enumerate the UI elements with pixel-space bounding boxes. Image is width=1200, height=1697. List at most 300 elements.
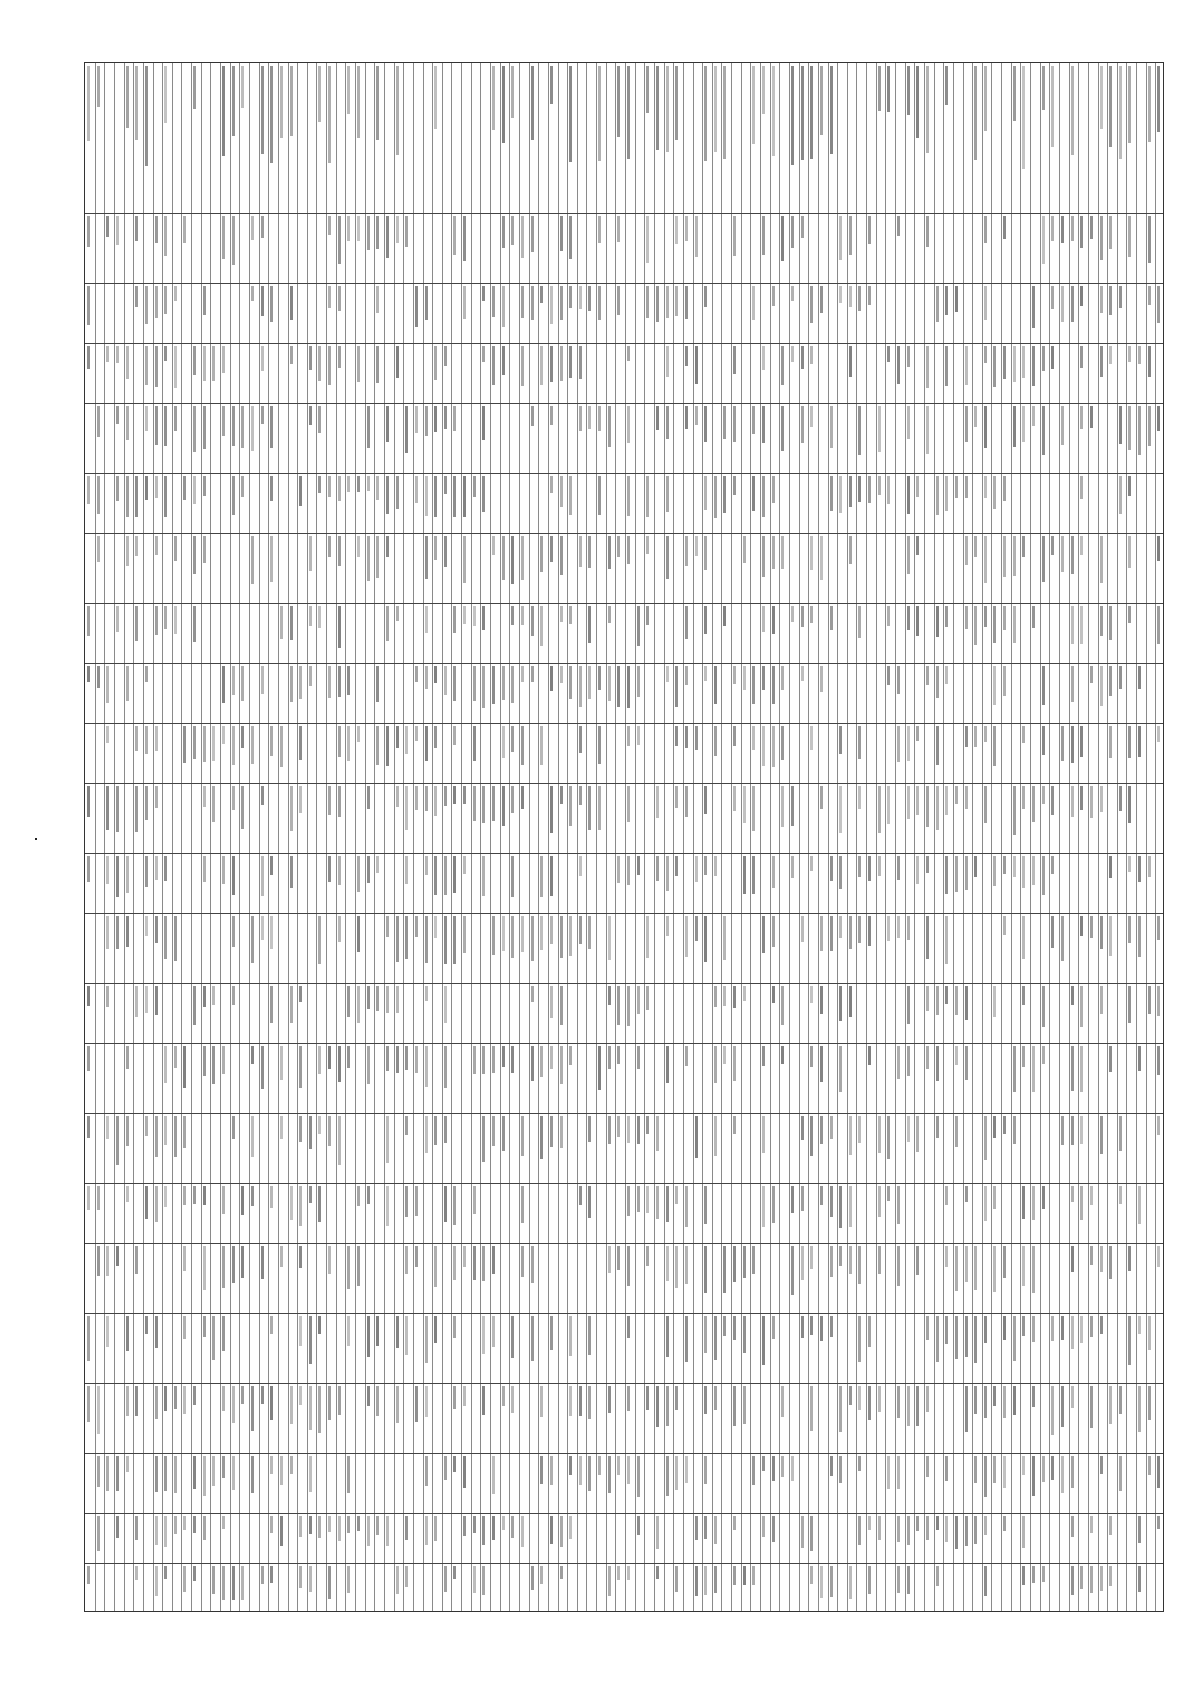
unreadable-cell-text xyxy=(916,536,919,555)
unreadable-cell-text xyxy=(858,1246,861,1284)
unreadable-cell-text xyxy=(193,1566,196,1581)
unreadable-cell-text xyxy=(1032,1386,1035,1407)
unreadable-cell-text xyxy=(733,1046,736,1081)
unreadable-cell-text xyxy=(126,1186,129,1202)
unreadable-cell-text xyxy=(810,1386,813,1431)
unreadable-cell-text xyxy=(1051,1456,1054,1480)
unreadable-cell-text xyxy=(203,1046,206,1076)
unreadable-cell-text xyxy=(531,916,534,961)
unreadable-cell-text xyxy=(434,726,437,748)
unreadable-cell-text xyxy=(830,476,833,511)
unreadable-cell-text xyxy=(290,66,293,136)
unreadable-cell-text xyxy=(1080,286,1083,306)
unreadable-cell-text xyxy=(376,856,379,873)
unreadable-cell-text xyxy=(155,986,158,1015)
unreadable-cell-text xyxy=(396,66,399,155)
unreadable-cell-text xyxy=(502,346,505,375)
unreadable-cell-text xyxy=(1109,216,1112,249)
unreadable-cell-text xyxy=(685,1316,688,1362)
unreadable-cell-text xyxy=(617,1116,620,1137)
unreadable-cell-text xyxy=(251,286,254,301)
unreadable-cell-text xyxy=(1138,1186,1141,1224)
unreadable-cell-text xyxy=(704,1516,707,1539)
unreadable-cell-text xyxy=(743,1316,746,1353)
unreadable-cell-text xyxy=(878,786,881,833)
unreadable-cell-text xyxy=(907,1116,910,1142)
unreadable-cell-text xyxy=(444,406,447,429)
unreadable-cell-text xyxy=(318,476,321,493)
unreadable-cell-text xyxy=(473,666,476,701)
unreadable-cell-text xyxy=(347,1046,350,1068)
unreadable-cell-text xyxy=(955,1246,958,1291)
unreadable-cell-text xyxy=(1100,536,1103,583)
scan-speck xyxy=(35,838,37,840)
unreadable-cell-text xyxy=(1032,1246,1035,1293)
unreadable-cell-text xyxy=(550,1456,553,1485)
unreadable-cell-text xyxy=(569,666,572,699)
unreadable-cell-text xyxy=(858,726,861,759)
unreadable-cell-text xyxy=(781,1456,784,1477)
unreadable-cell-text xyxy=(868,1566,871,1594)
unreadable-cell-text xyxy=(1119,1386,1122,1414)
unreadable-cell-text xyxy=(878,1516,881,1540)
unreadable-cell-text xyxy=(675,666,678,707)
table-field-divider xyxy=(85,1513,1163,1514)
unreadable-cell-text xyxy=(1109,1516,1112,1535)
unreadable-cell-text xyxy=(887,666,890,685)
unreadable-cell-text xyxy=(222,856,225,884)
unreadable-cell-text xyxy=(1003,1456,1006,1488)
unreadable-cell-text xyxy=(907,1386,910,1426)
unreadable-cell-text xyxy=(116,1246,119,1266)
unreadable-cell-text xyxy=(164,66,167,123)
unreadable-cell-text xyxy=(550,1116,553,1147)
unreadable-cell-text xyxy=(309,1386,312,1430)
unreadable-cell-text xyxy=(1119,406,1122,444)
unreadable-cell-text xyxy=(425,606,428,633)
unreadable-cell-text xyxy=(232,216,235,265)
unreadable-cell-text xyxy=(965,1386,968,1432)
unreadable-cell-text xyxy=(386,1186,389,1226)
unreadable-cell-text xyxy=(936,1566,939,1586)
unreadable-cell-text xyxy=(1080,536,1083,555)
unreadable-cell-text xyxy=(482,1116,485,1162)
table-column-rule xyxy=(153,63,154,1611)
unreadable-cell-text xyxy=(1080,1046,1083,1092)
table-column-rule xyxy=(529,63,530,1611)
unreadable-cell-text xyxy=(531,1046,534,1081)
unreadable-cell-text xyxy=(579,856,582,876)
unreadable-cell-text xyxy=(579,286,582,309)
table-column-rule xyxy=(1069,63,1070,1611)
unreadable-cell-text xyxy=(608,1046,611,1069)
unreadable-cell-text xyxy=(1071,1316,1074,1349)
unreadable-cell-text xyxy=(936,606,939,637)
unreadable-cell-text xyxy=(723,406,726,439)
unreadable-cell-text xyxy=(425,786,428,811)
unreadable-cell-text xyxy=(357,1516,360,1531)
unreadable-cell-text xyxy=(531,1246,534,1283)
unreadable-cell-text xyxy=(1013,536,1016,576)
unreadable-cell-text xyxy=(212,786,215,822)
unreadable-cell-text xyxy=(993,1386,996,1406)
unreadable-cell-text xyxy=(1051,856,1054,874)
unreadable-cell-text xyxy=(521,726,524,765)
unreadable-cell-text xyxy=(492,1316,495,1347)
unreadable-cell-text xyxy=(126,856,129,893)
unreadable-cell-text xyxy=(425,986,428,1001)
unreadable-cell-text xyxy=(453,606,456,633)
unreadable-cell-text xyxy=(858,1516,861,1545)
unreadable-cell-text xyxy=(135,726,138,751)
unreadable-cell-text xyxy=(878,1186,881,1217)
unreadable-cell-text xyxy=(936,786,939,830)
unreadable-cell-text xyxy=(145,726,148,754)
unreadable-cell-text xyxy=(540,726,543,765)
unreadable-cell-text xyxy=(1157,1116,1160,1135)
unreadable-cell-text xyxy=(617,1456,620,1475)
unreadable-cell-text xyxy=(328,786,331,815)
unreadable-cell-text xyxy=(1051,916,1054,948)
unreadable-cell-text xyxy=(1138,1516,1141,1543)
unreadable-cell-text xyxy=(1100,66,1103,129)
unreadable-cell-text xyxy=(733,1566,736,1585)
unreadable-cell-text xyxy=(839,476,842,513)
unreadable-cell-text xyxy=(502,286,505,327)
unreadable-cell-text xyxy=(1071,786,1074,817)
table-column-rule xyxy=(982,63,983,1611)
unreadable-cell-text xyxy=(174,916,177,961)
unreadable-cell-text xyxy=(203,1316,206,1337)
unreadable-cell-text xyxy=(579,726,582,753)
unreadable-cell-text xyxy=(598,286,601,320)
unreadable-cell-text xyxy=(444,476,447,494)
unreadable-cell-text xyxy=(656,786,659,818)
table-column-rule xyxy=(365,63,366,1611)
unreadable-cell-text xyxy=(637,726,640,745)
unreadable-cell-text xyxy=(203,726,206,762)
unreadable-cell-text xyxy=(675,1566,678,1592)
table-column-rule xyxy=(847,63,848,1611)
unreadable-cell-text xyxy=(926,406,929,454)
unreadable-cell-text xyxy=(357,856,360,892)
unreadable-cell-text xyxy=(367,1316,370,1357)
unreadable-cell-text xyxy=(135,1516,138,1540)
unreadable-cell-text xyxy=(357,216,360,241)
unreadable-cell-text xyxy=(955,476,958,498)
unreadable-cell-text xyxy=(955,786,958,804)
table-column-rule xyxy=(644,63,645,1611)
unreadable-cell-text xyxy=(588,1316,591,1355)
unreadable-cell-text xyxy=(367,216,370,250)
table-column-rule xyxy=(355,63,356,1611)
unreadable-cell-text xyxy=(733,476,736,495)
unreadable-cell-text xyxy=(550,476,553,493)
unreadable-cell-text xyxy=(270,1386,273,1420)
unreadable-cell-text xyxy=(993,666,996,705)
unreadable-cell-text xyxy=(887,346,890,362)
unreadable-cell-text xyxy=(858,916,861,943)
unreadable-cell-text xyxy=(164,346,167,361)
unreadable-cell-text xyxy=(241,1566,244,1600)
unreadable-cell-text xyxy=(1042,66,1045,110)
unreadable-cell-text xyxy=(357,1186,360,1206)
unreadable-cell-text xyxy=(936,476,939,515)
unreadable-cell-text xyxy=(434,406,437,432)
unreadable-cell-text xyxy=(762,1456,765,1471)
unreadable-cell-text xyxy=(1071,1566,1074,1595)
unreadable-cell-text xyxy=(1022,1316,1025,1336)
unreadable-cell-text xyxy=(714,476,717,518)
unreadable-cell-text xyxy=(984,406,987,448)
unreadable-cell-text xyxy=(945,1456,948,1481)
unreadable-cell-text xyxy=(685,406,688,429)
table-column-rule xyxy=(490,63,491,1611)
unreadable-cell-text xyxy=(376,1386,379,1416)
unreadable-cell-text xyxy=(453,1316,456,1338)
table-column-rule xyxy=(712,63,713,1611)
unreadable-cell-text xyxy=(897,1456,900,1489)
unreadable-cell-text xyxy=(328,1246,331,1274)
unreadable-cell-text xyxy=(637,1046,640,1069)
unreadable-cell-text xyxy=(232,406,235,446)
unreadable-cell-text xyxy=(752,856,755,894)
unreadable-cell-text xyxy=(1080,916,1083,936)
unreadable-cell-text xyxy=(675,216,678,244)
unreadable-cell-text xyxy=(87,476,90,504)
unreadable-cell-text xyxy=(993,476,996,509)
unreadable-cell-text xyxy=(704,286,707,307)
unreadable-cell-text xyxy=(598,726,601,764)
unreadable-cell-text xyxy=(396,786,399,807)
unreadable-cell-text xyxy=(1119,1456,1122,1491)
unreadable-cell-text xyxy=(1080,786,1083,810)
unreadable-cell-text xyxy=(801,1316,804,1338)
unreadable-cell-text xyxy=(675,1456,678,1490)
unreadable-cell-text xyxy=(386,916,389,937)
unreadable-cell-text xyxy=(1042,726,1045,755)
unreadable-cell-text xyxy=(502,1116,505,1151)
unreadable-cell-text xyxy=(261,916,264,940)
unreadable-cell-text xyxy=(463,916,466,953)
table-column-rule xyxy=(288,63,289,1611)
unreadable-cell-text xyxy=(106,986,109,1007)
unreadable-cell-text xyxy=(87,606,90,636)
unreadable-cell-text xyxy=(752,1456,755,1485)
unreadable-cell-text xyxy=(733,1246,736,1282)
unreadable-cell-text xyxy=(646,216,649,263)
table-column-rule xyxy=(1040,63,1041,1611)
unreadable-cell-text xyxy=(936,666,939,698)
unreadable-cell-text xyxy=(1100,1116,1103,1154)
unreadable-cell-text xyxy=(1080,1566,1083,1589)
unreadable-cell-text xyxy=(695,856,698,882)
table-column-rule xyxy=(1088,63,1089,1611)
unreadable-cell-text xyxy=(1138,1566,1141,1592)
unreadable-cell-text xyxy=(993,606,996,643)
unreadable-cell-text xyxy=(984,1186,987,1221)
unreadable-cell-text xyxy=(376,1316,379,1346)
unreadable-cell-text xyxy=(868,286,871,305)
unreadable-cell-text xyxy=(965,1186,968,1202)
unreadable-cell-text xyxy=(155,1386,158,1419)
unreadable-cell-text xyxy=(309,346,312,370)
unreadable-cell-text xyxy=(511,916,514,958)
table-column-rule xyxy=(133,63,134,1611)
unreadable-cell-text xyxy=(97,66,100,107)
unreadable-cell-text xyxy=(685,536,688,566)
unreadable-cell-text xyxy=(376,986,379,1011)
unreadable-cell-text xyxy=(1061,1116,1064,1145)
unreadable-cell-text xyxy=(145,786,148,820)
unreadable-cell-text xyxy=(579,1386,582,1416)
unreadable-cell-text xyxy=(926,1456,929,1477)
unreadable-cell-text xyxy=(666,916,669,936)
unreadable-cell-text xyxy=(164,216,167,256)
unreadable-cell-text xyxy=(897,666,900,694)
unreadable-cell-text xyxy=(1157,916,1160,940)
unreadable-cell-text xyxy=(627,726,630,746)
unreadable-cell-text xyxy=(878,476,881,495)
unreadable-cell-text xyxy=(425,536,428,579)
table-column-rule xyxy=(548,63,549,1611)
unreadable-cell-text xyxy=(1042,666,1045,705)
unreadable-cell-text xyxy=(502,536,505,580)
unreadable-cell-text xyxy=(1109,1386,1112,1424)
unreadable-cell-text xyxy=(251,536,254,584)
unreadable-cell-text xyxy=(280,1516,283,1546)
unreadable-cell-text xyxy=(328,856,331,882)
table-column-rule xyxy=(731,63,732,1611)
unreadable-cell-text xyxy=(434,1516,437,1541)
unreadable-cell-text xyxy=(627,1246,630,1286)
table-column-rule xyxy=(316,63,317,1611)
table-column-rule xyxy=(239,63,240,1611)
unreadable-cell-text xyxy=(405,1186,408,1217)
unreadable-cell-text xyxy=(280,1046,283,1080)
unreadable-cell-text xyxy=(685,916,688,957)
unreadable-cell-text xyxy=(608,536,611,569)
unreadable-cell-text xyxy=(405,726,408,754)
unreadable-cell-text xyxy=(405,1566,408,1587)
unreadable-cell-text xyxy=(772,1516,775,1542)
unreadable-cell-text xyxy=(222,666,225,703)
unreadable-cell-text xyxy=(106,1316,109,1347)
table-column-rule xyxy=(558,63,559,1611)
unreadable-cell-text xyxy=(251,1386,254,1431)
unreadable-cell-text xyxy=(425,1116,428,1153)
unreadable-cell-text xyxy=(839,726,842,754)
unreadable-cell-text xyxy=(1003,1316,1006,1340)
unreadable-cell-text xyxy=(261,786,264,805)
unreadable-cell-text xyxy=(1042,856,1045,895)
unreadable-cell-text xyxy=(1157,406,1160,431)
table-column-rule xyxy=(866,63,867,1611)
unreadable-cell-text xyxy=(261,1246,264,1279)
unreadable-cell-text xyxy=(656,66,659,150)
unreadable-cell-text xyxy=(155,1186,158,1222)
unreadable-cell-text xyxy=(579,916,582,944)
unreadable-cell-text xyxy=(540,1116,543,1159)
unreadable-cell-text xyxy=(328,1516,331,1532)
unreadable-cell-text xyxy=(482,346,485,362)
unreadable-cell-text xyxy=(1032,406,1035,426)
unreadable-cell-text xyxy=(299,986,302,1002)
table-column-rule xyxy=(249,63,250,1611)
unreadable-cell-text xyxy=(550,406,553,425)
unreadable-cell-text xyxy=(280,66,283,138)
unreadable-cell-text xyxy=(781,666,784,690)
unreadable-cell-text xyxy=(193,536,196,574)
unreadable-cell-text xyxy=(560,216,563,251)
unreadable-cell-text xyxy=(396,916,399,962)
unreadable-cell-text xyxy=(907,66,910,115)
unreadable-cell-text xyxy=(801,666,804,681)
unreadable-cell-text xyxy=(540,916,543,950)
unreadable-cell-text xyxy=(781,786,784,827)
unreadable-cell-text xyxy=(164,1116,167,1145)
unreadable-cell-text xyxy=(241,476,244,497)
unreadable-cell-text xyxy=(1119,1186,1122,1204)
unreadable-cell-text xyxy=(318,346,321,381)
unreadable-cell-text xyxy=(116,916,119,949)
unreadable-cell-text xyxy=(155,1456,158,1492)
unreadable-cell-text xyxy=(907,1566,910,1594)
unreadable-cell-text xyxy=(1080,1186,1083,1220)
unreadable-cell-text xyxy=(155,406,158,445)
unreadable-cell-text xyxy=(897,346,900,384)
unreadable-cell-text xyxy=(723,1046,726,1064)
unreadable-cell-text xyxy=(183,476,186,500)
unreadable-cell-text xyxy=(830,1566,833,1597)
unreadable-cell-text xyxy=(155,606,158,635)
unreadable-cell-text xyxy=(617,216,620,242)
unreadable-cell-text xyxy=(203,1516,206,1540)
unreadable-cell-text xyxy=(858,406,861,455)
table-column-rule xyxy=(885,63,886,1611)
table-column-rule xyxy=(345,63,346,1611)
unreadable-cell-text xyxy=(318,406,321,433)
unreadable-cell-text xyxy=(830,1316,833,1337)
unreadable-cell-text xyxy=(183,1116,186,1148)
unreadable-cell-text xyxy=(627,786,630,822)
unreadable-cell-text xyxy=(849,916,852,949)
unreadable-cell-text xyxy=(781,1046,784,1064)
unreadable-cell-text xyxy=(1128,346,1131,362)
unreadable-cell-text xyxy=(473,1246,476,1280)
unreadable-cell-text xyxy=(1022,726,1025,743)
unreadable-cell-text xyxy=(810,1246,813,1269)
unreadable-cell-text xyxy=(733,1316,736,1340)
unreadable-cell-text xyxy=(1003,536,1006,577)
unreadable-cell-text xyxy=(762,1046,765,1066)
unreadable-cell-text xyxy=(868,1316,871,1347)
unreadable-cell-text xyxy=(984,786,987,823)
unreadable-cell-text xyxy=(222,1456,225,1478)
unreadable-cell-text xyxy=(858,286,861,311)
unreadable-cell-text xyxy=(936,726,939,765)
unreadable-cell-text xyxy=(511,216,514,245)
unreadable-cell-text xyxy=(531,66,534,140)
unreadable-cell-text xyxy=(926,916,929,959)
unreadable-cell-text xyxy=(666,1316,669,1357)
unreadable-cell-text xyxy=(569,1456,572,1475)
unreadable-cell-text xyxy=(97,1516,100,1551)
unreadable-cell-text xyxy=(955,1116,958,1147)
unreadable-cell-text xyxy=(309,536,312,571)
unreadable-cell-text xyxy=(1148,1386,1151,1420)
unreadable-cell-text xyxy=(126,406,129,440)
